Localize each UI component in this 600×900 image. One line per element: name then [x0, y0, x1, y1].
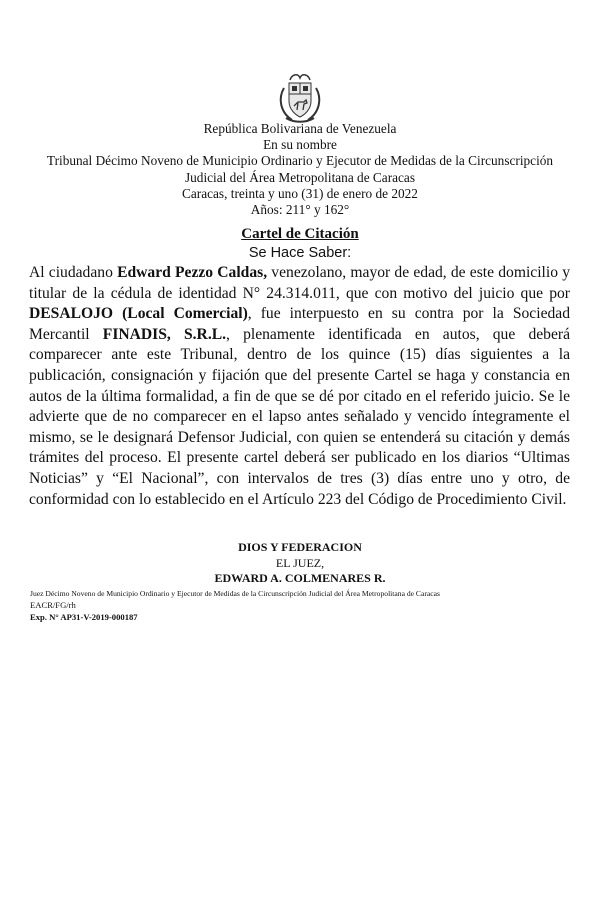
judge-role: EL JUEZ, — [275, 555, 325, 570]
case-number: Exp. N° AP31-V-2019-000187 — [30, 612, 138, 622]
judge-name: EDWARD A. COLMENARES R. — [214, 571, 386, 585]
document-date: Caracas, treinta y uno (31) de enero de 2022 — [182, 185, 418, 201]
coat-of-arms-seal — [274, 70, 326, 124]
case-type: DESALOJO (Local Comercial) — [29, 305, 248, 323]
years-line: Años: 211° y 162° — [250, 202, 350, 218]
body-text-part4: , plenamente identificada en autos, que deberá comparecer ante este Tribunal, dentro de los quince (15) días siguientes a la publicación, consignación y fijación que del presente Cartel se haga y constancia en autos de la última formalidad, a fin de que se dé por citado en el referido juicio. Se le advierte que de no comparecer en el lapso antes señalado y vencido íntegramente el mismo, se le designará Defensor Judicial, con quien se entenderá su citación y demás trámites del proceso. El presente cartel deberá ser publicado en los diarios “Ultimas Noticias” y “El Nacional”, con intervalos de tres (3) días entre uno y otro, de conformidad con lo establecido en el Artículo 223 del Código de Procedimiento Civil. — [29, 325, 570, 508]
country-name: República Bolivariana de Venezuela — [203, 121, 397, 136]
document-title: Cartel de Citación — [241, 226, 359, 242]
document-subtitle: Se Hace Saber: — [248, 245, 352, 261]
citation-body — [29, 263, 570, 510]
judge-title: Juez Décimo Noveno de Municipio Ordinario y Ejecutor de Medidas de la Circunscripción Judicial del Área Metropolitana de Caracas — [30, 589, 440, 598]
court-name-line1: Tribunal Décimo Noveno de Municipio Ordinario y Ejecutor de Medidas de la Circunscripción — [46, 153, 554, 169]
body-text-part3: , fue interpuesto en su contra por la Sociedad Mercantil — [29, 305, 570, 343]
body-text-part1: Al ciudadano — [29, 264, 118, 281]
initials: EACR/FG/rh — [30, 600, 76, 610]
motto: DIOS Y FEDERACION — [238, 540, 362, 554]
closing-block — [0, 540, 600, 587]
defendant-name: Edward Pezzo Caldas, — [117, 264, 268, 281]
body-text-part2: venezolano, mayor de edad, de este domicilio y titular de la cédula de identidad N° 24.314.011, que con motivo del juicio que por — [29, 264, 570, 302]
in-its-name: En su nombre — [263, 137, 337, 153]
plaintiff-company: FINADIS, S.R.L. — [102, 325, 227, 343]
court-name-line2: Judicial del Área Metropolitana de Caracas — [184, 169, 415, 185]
document-header — [0, 121, 600, 218]
